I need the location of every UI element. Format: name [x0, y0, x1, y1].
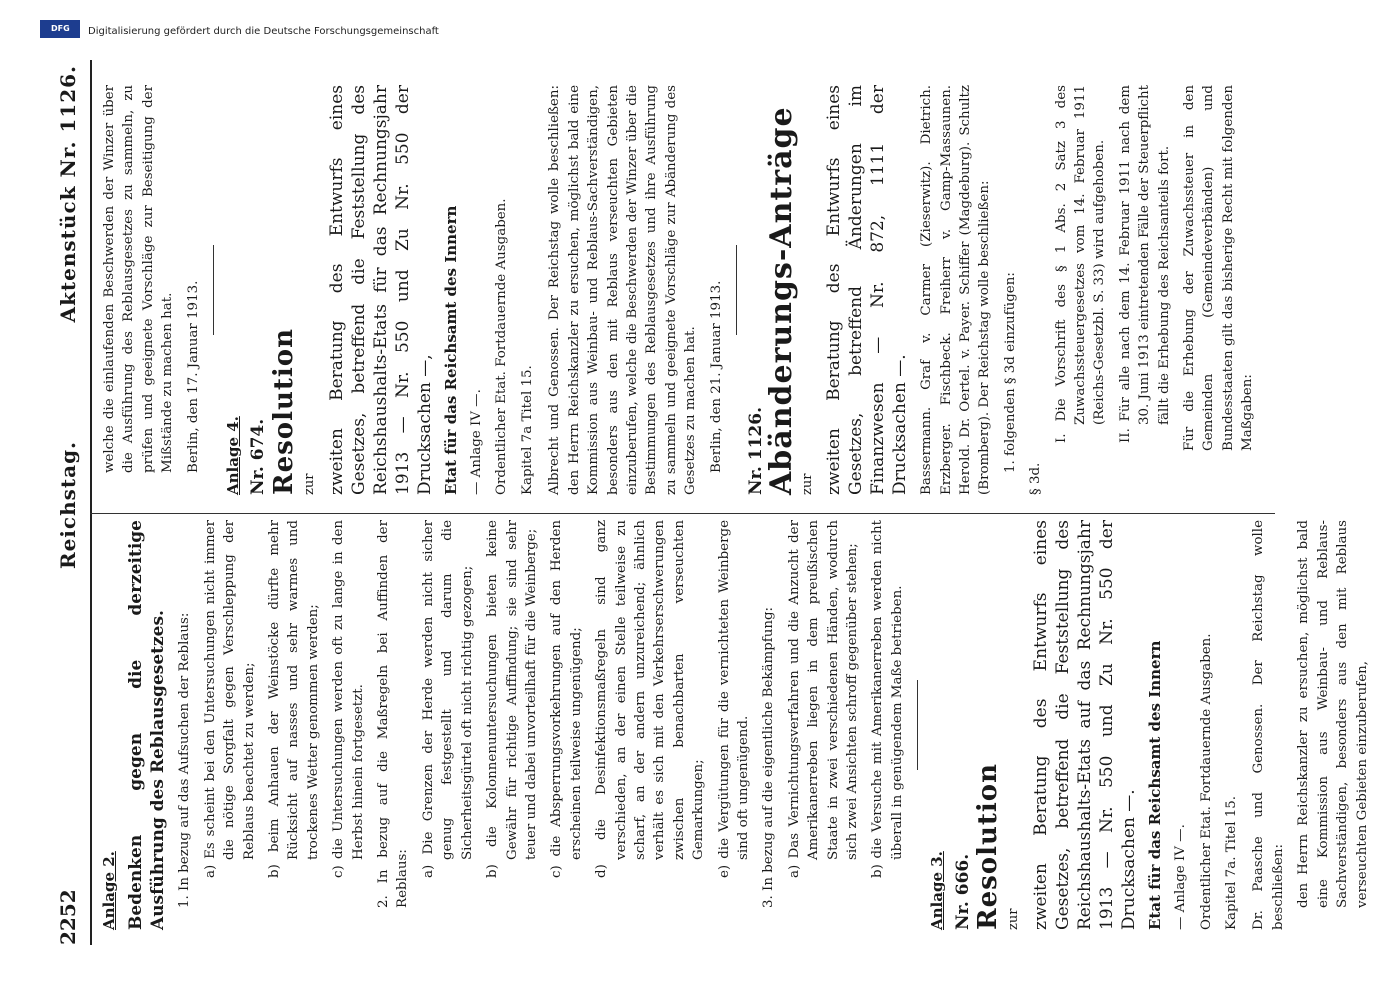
clause-ii-cont: Für die Erhebung der Zuwachssteuer in den Gemeinden (Gemeindeverbänden) und Bundesstaaten gilt das bisherige Recht mit folgenden Maßgaben: — [1182, 85, 1256, 451]
running-header — [50, 65, 90, 945]
digitization-note — [40, 18, 1370, 40]
header-right: Aktenstück Nr. 1126. — [56, 65, 80, 323]
separator-rule — [213, 245, 214, 335]
section-2e: e) die Vergütungen für die vernichteten Weinberge sind oft ungenügend. — [716, 520, 751, 878]
ordentlicher-etat: Ordentlicher Etat. Fortdauernde Ausgaben. — [1198, 633, 1214, 930]
etat-heading: Etat für das Reichsamt des Innern — [441, 205, 460, 495]
kapitel-titel: Kapitel 7a Titel 15. — [519, 365, 535, 495]
anlage-iv: — Anlage IV —. — [469, 389, 485, 495]
clause-ii: II. Für alle nach dem 14. Februar 1911 nach dem 30. Juni 1913 eintretenden Fälle der Steuerpflicht fällt die Erhebung des Reichsanteils fort. — [1117, 85, 1172, 443]
section-1: 1. In bezug auf das Aufsuchen der Reblaus: — [177, 612, 193, 908]
left-column — [100, 520, 1378, 930]
kapitel-titel: Kapitel 7a. Titel 15. — [1224, 795, 1240, 930]
digitization-text: Digitalisierung gefördert durch die Deutsche Forschungsgemeinschaft — [88, 26, 439, 37]
page-number: 2252 — [56, 889, 80, 945]
resolution-lead: zweiten Beratung des Entwurfs eines Gesetzes, betreffend die Feststellung des Reichshaushalts-Etats für das Rechnungsjahr 1913 — Nr. 550 und Zu Nr. 550 der Drucksachen —, — [326, 85, 435, 495]
anlage-2-label: Anlage 2. — [100, 851, 118, 930]
section-2b: b) die Kolonnenuntersuchungen bieten keine Gewähr für richtige Auffindung; sie sind sehr teuer und dabei unvorteilhaft für die Weinberge; — [485, 520, 539, 878]
zur-label: zur — [302, 473, 318, 495]
section-2a: a) Die Grenzen der Herde werden nicht sicher genug festgestellt und darum die Sicherheitsgürtel oft nicht richtig gezogen; — [420, 520, 475, 878]
document-number: Nr. 1126. — [745, 406, 766, 495]
dfg-logo: DFG — [40, 20, 80, 38]
antrag-body: Albrecht und Genossen. Der Reichstag wolle beschließen: den Herrn Reichskanzler zu ersuchen, möglichst bald eine Kommission aus Weinbau- und Reblaus-Sachverständigen, besonders aus den mit Reblaus verseuchten Gebieten einzuberufen, welche die Beschwerden der Winzer über die Bestimmungen des Reblausgesetzes und ihre Ausführung zu sammeln und geeignete Vorschläge zur Abänderung des Gesetzes zu machen hat. — [547, 85, 699, 495]
section-3a: a) Das Vernichtungsverfahren und die Anzucht der Amerikanerreben liegen in dem preußischen Staate in zwei verschiedenen Händen, wodurch sich zwei Ansichten schroff gegenüber stehen; — [786, 520, 860, 878]
continued-text: welche die einlaufenden Beschwerden der Winzer über die Ausführung des Reblausgesetzes zu sammeln, zu prüfen und geeignete Vorschläge zur Beseitigung der Mißstände zu machen hat. — [102, 85, 176, 473]
header-center: Reichstag. — [56, 440, 80, 570]
section-3b: b) die Versuche mit Amerikanerreben werden nicht überall in genügendem Maße betrieben. — [870, 520, 905, 878]
section-2: 2. In bezug auf die Maßregeln bei Auffinden der Reblaus: — [376, 520, 411, 908]
separator-rule — [917, 680, 918, 770]
anlage-4-label: Anlage 4. — [224, 416, 243, 495]
date-line: Berlin, den 21. Januar 1913. — [708, 280, 724, 473]
ordentlicher-etat: Ordentlicher Etat. Fortdauernde Ausgaben. — [494, 198, 510, 495]
section-3: 3. In bezug auf die eigentliche Bekämpfung: — [761, 606, 777, 908]
section-1c: c) die Untersuchungen werden oft zu lange in den Herbst hinein fortgesetzt. — [331, 520, 366, 878]
amendments-lead: zweiten Beratung des Entwurfs eines Gesetzes, betreffend Änderungen im Finanzwesen — Nr. 872, 1111 der Drucksachen —. — [824, 85, 911, 495]
resolution-lead: zweiten Beratung des Entwurfs eines Gesetzes, betreffend die Feststellung des Reichshaushalts-Etats auf das Rechnungsjahr 1913 — Nr. 550 und Zu Nr. 550 der Drucksachen —. — [1030, 520, 1139, 930]
section-1b: b) beim Anhauen der Weinstöcke dürfte mehr Rücksicht auf nasses und sehr warmes und trockenes Wetter genommen werden; — [267, 520, 321, 878]
anlage-3-label: Anlage 3. — [928, 851, 947, 930]
header-rule — [90, 60, 92, 945]
section-1a: a) Es scheint bei den Untersuchungen nicht immer die nötige Sorgfalt gegen Verschleppung der Reblaus beachtet zu werden; — [202, 520, 257, 878]
zur-label: zur — [1006, 908, 1022, 930]
anlage-2-title: Bedenken gegen die derzeitige Ausführung des Reblausgesetzes. — [126, 520, 169, 930]
etat-heading: Etat für das Reichsamt des Innern — [1145, 640, 1164, 930]
antrag-line: Dr. Paasche und Genossen. Der Reichstag wolle beschließen: — [1251, 520, 1286, 930]
clause-i: I. Die Vorschrift des § 1 Abs. 2 Satz 3 des Zuwachssteuergesetzes vom 14. Februar 1911 (Reichs-Gesetzbl. S. 33) wird aufgehoben. — [1053, 85, 1108, 443]
signatories: Bassermann. Graf v. Carmer (Zieserwitz). Dietrich. Erzberger. Fischbeck. Freiherr v. Gamp-Massaunen. Herold. Dr. Oertel. v. Payer. Schiffer (Magdeburg). Schultz (Bromberg). Der Reichstag wolle beschließen: — [919, 85, 993, 495]
section-2d: d) die Desinfektionsmaßregeln sind ganz verschieden, an der einen Stelle teilweise zu scharf, an der andern unzureichend; ähnlich verhält es sich mit den Verkehrserschwerungen zwischen benachbarten verseuchten Gemarkungen; — [594, 520, 707, 878]
anlage-iv: — Anlage IV —. — [1173, 824, 1189, 930]
paragraph-sign: § 3d. — [1028, 462, 1044, 495]
amendments-heading: Abänderungs-Anträge — [764, 106, 800, 495]
zur-label: zur — [799, 473, 815, 495]
date-line: Berlin, den 17. Januar 1913. — [185, 280, 201, 473]
point-1: 1. folgenden § 3d einzufügen: — [1002, 272, 1018, 473]
document-number: Nr. 666. — [952, 853, 973, 930]
antrag-body: den Herrn Reichskanzler zu ersuchen, möglichst bald eine Kommission aus Weinbau- und Reblaus-Sachverständigen, besonders aus den mit Reblaus verseuchten Gebieten einzuberufen, — [1296, 520, 1370, 908]
separator-rule — [736, 245, 737, 335]
resolution-heading: Resolution — [973, 762, 1004, 930]
right-column — [100, 85, 1264, 495]
document-number: Nr. 674. — [248, 418, 269, 495]
section-2c: c) die Absperrungsvorkehrungen auf den Herden erscheinen teilweise ungenügend; — [549, 520, 584, 878]
column-divider — [90, 513, 1275, 514]
resolution-heading: Resolution — [268, 327, 299, 495]
